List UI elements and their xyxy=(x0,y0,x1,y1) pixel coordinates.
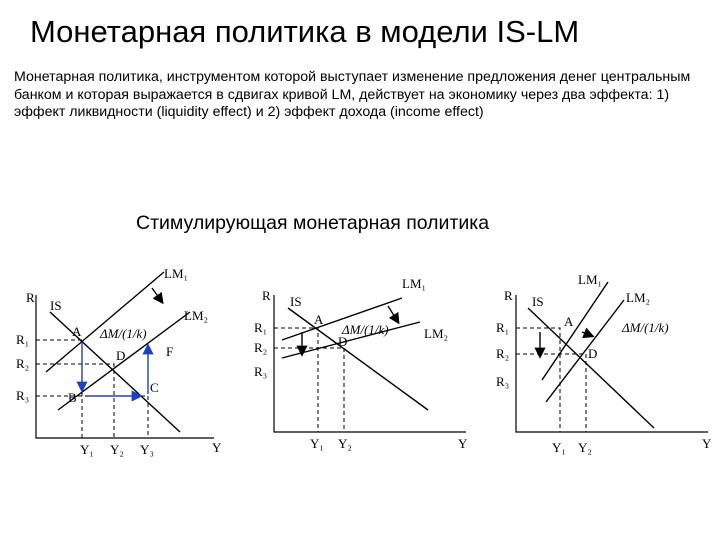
point-c: C xyxy=(150,380,159,395)
lm1-label: LM₁ xyxy=(164,266,189,281)
lm2-label: LM₂ xyxy=(424,326,449,341)
point-a: A xyxy=(314,312,324,327)
r2-tick: R₂ xyxy=(254,340,268,355)
is-label: IS xyxy=(50,298,62,313)
point-d: D xyxy=(338,334,348,349)
r3-tick: R₃ xyxy=(254,364,268,379)
r3-tick: R₃ xyxy=(16,388,30,403)
is-label: IS xyxy=(532,294,544,309)
guide-bc xyxy=(36,396,148,438)
is-label: IS xyxy=(290,294,302,309)
axes xyxy=(274,295,466,432)
islm-diagram-2 xyxy=(252,260,474,460)
shift-label: ΔM/(1/k) xyxy=(622,320,669,335)
r-axis-label: R xyxy=(262,288,271,303)
y1-tick: Y₁ xyxy=(310,436,324,451)
lm2-label: LM₂ xyxy=(184,308,209,323)
y-axis-label: Y xyxy=(702,436,712,451)
y-axis-label: Y xyxy=(458,436,468,451)
r-axis-label: R xyxy=(26,290,35,305)
r1-tick: R₁ xyxy=(16,332,30,347)
lm-shift-arrow xyxy=(388,306,398,322)
point-a: A xyxy=(72,324,82,339)
r1-tick: R₁ xyxy=(254,320,268,335)
islm-diagram-3 xyxy=(494,260,716,460)
r-axis-label: R xyxy=(504,288,513,303)
guide-a xyxy=(36,340,82,438)
point-b: B xyxy=(68,390,77,405)
y1-tick: Y₁ xyxy=(552,440,566,455)
point-f: F xyxy=(166,344,174,359)
slide-description: Монетарная политика, инструментом которой выступает изменение предложения денег центральным банком и которая выражается в сдвигах кривой LM, действует на экономику через два эффекта: 1) эффект ликвидности (liquidity effect) и 2) эффект дохода (income effect) xyxy=(14,69,691,120)
slide-subtitle: Стимулирующая монетарная политика xyxy=(136,212,490,234)
y3-tick: Y₃ xyxy=(140,442,154,457)
y2-tick: Y₂ xyxy=(578,440,592,455)
point-a: A xyxy=(564,314,574,329)
lm-shift-arrow xyxy=(152,288,162,302)
islm-diagram-1 xyxy=(14,260,236,460)
guide-a xyxy=(274,328,318,432)
r1-tick: R₁ xyxy=(496,320,510,335)
lm1-curve xyxy=(46,272,164,372)
y1-tick: Y₁ xyxy=(80,442,94,457)
shift-label: ΔM/(1/k) xyxy=(342,322,389,337)
slide-title: Монетарная политика в модели IS-LM xyxy=(30,14,580,49)
r2-tick: R₂ xyxy=(496,346,510,361)
lm1-label: LM₁ xyxy=(578,272,603,287)
r3-tick: R₃ xyxy=(496,374,510,389)
r2-tick: R₂ xyxy=(16,356,30,371)
lm2-label: LM₂ xyxy=(626,290,651,305)
y2-tick: Y₂ xyxy=(338,436,352,451)
lm1-label: LM₁ xyxy=(402,276,427,291)
point-d: D xyxy=(588,346,598,361)
guide-d xyxy=(274,348,344,432)
point-d: D xyxy=(116,348,126,363)
y-axis-label: Y xyxy=(212,440,222,455)
lm-shift-arrow xyxy=(582,332,592,336)
guide-a xyxy=(516,328,560,432)
shift-label: ΔM/(1/k) xyxy=(100,326,147,341)
y2-tick: Y₂ xyxy=(110,442,124,457)
